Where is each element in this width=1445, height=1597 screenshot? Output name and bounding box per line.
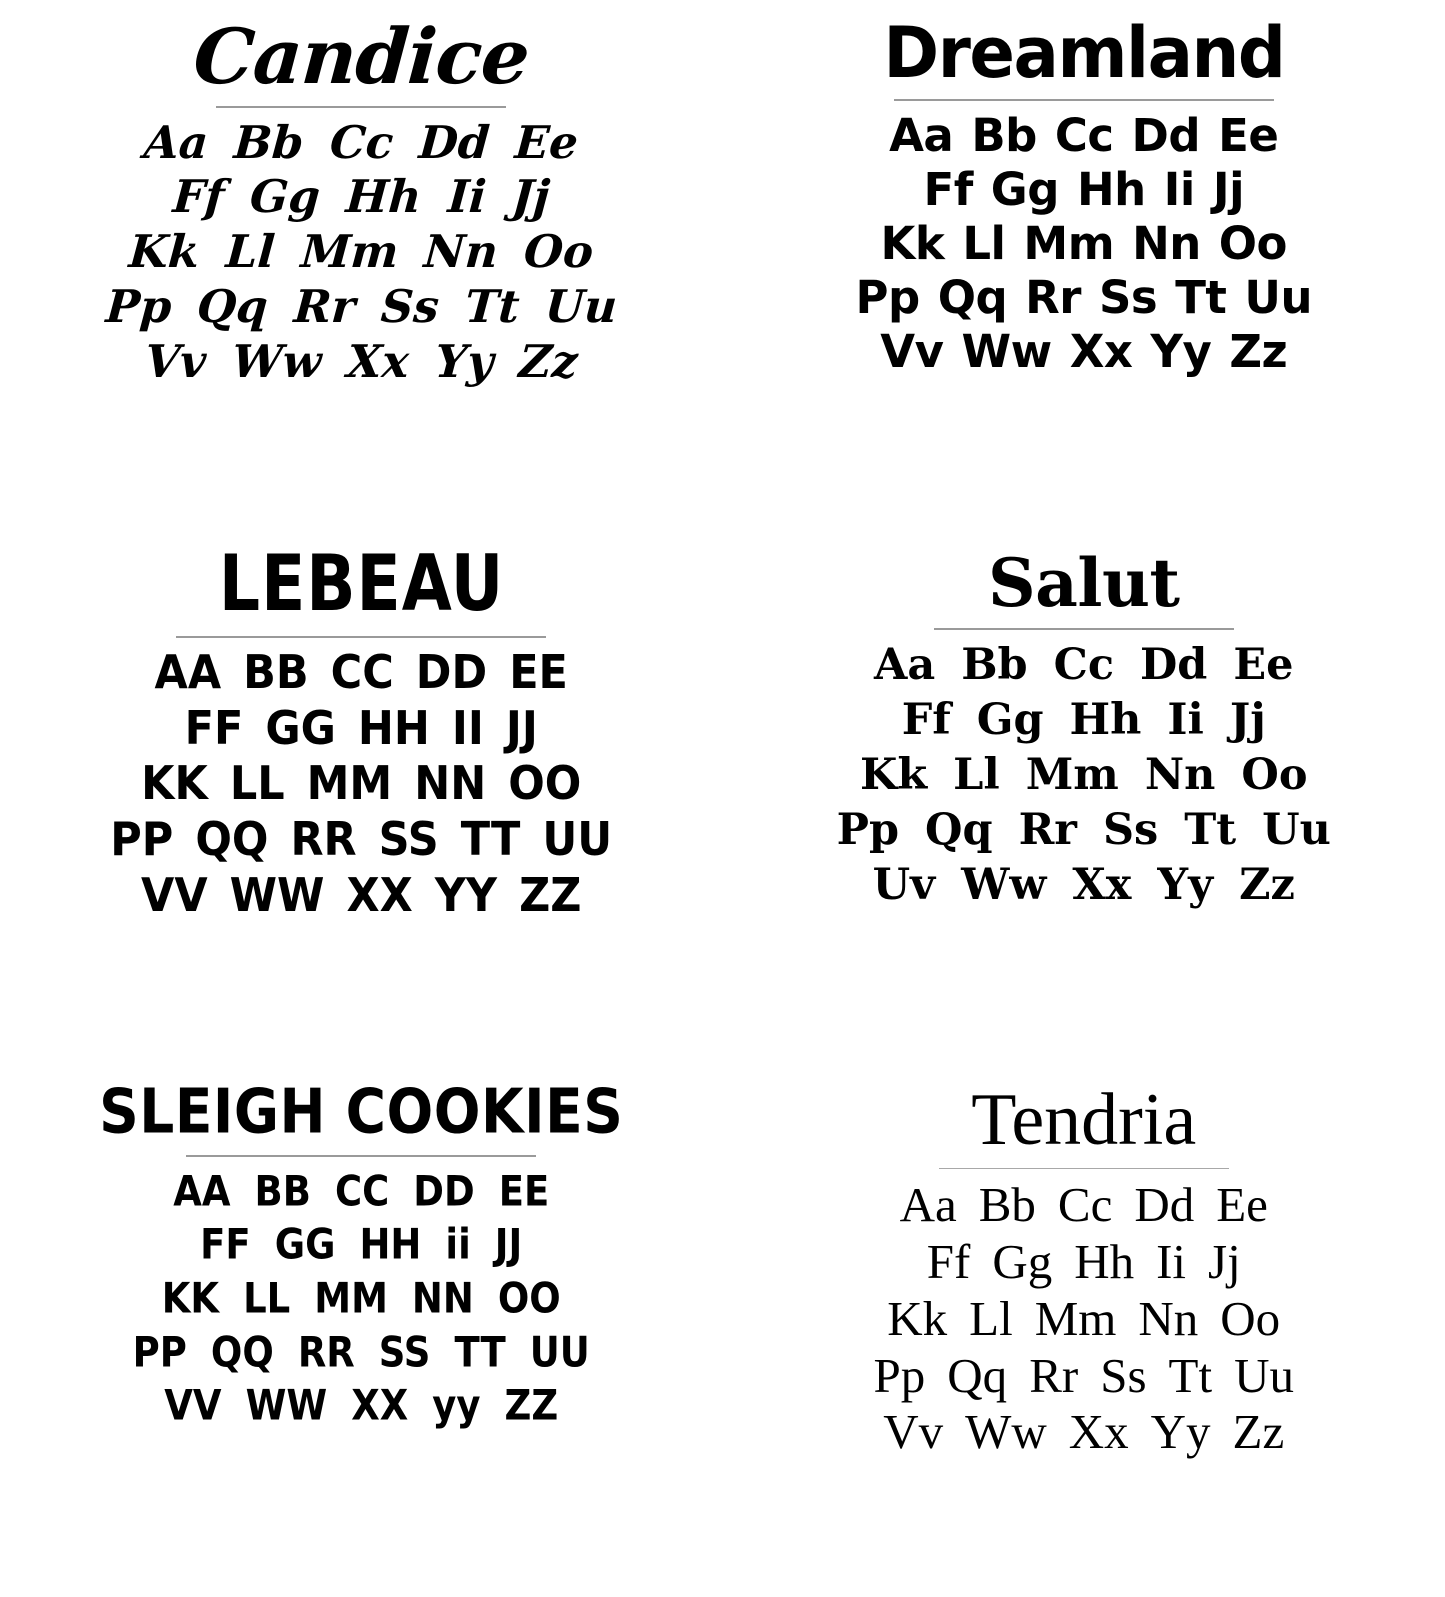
glyph-pair: Xx <box>1072 859 1132 910</box>
divider-salut <box>934 628 1234 630</box>
glyph-pair: Yy <box>1157 859 1214 910</box>
specimen-lebeau <box>0 532 723 1064</box>
glyph-pair: Kk <box>880 217 945 271</box>
glyph-pair: Tt <box>1168 1347 1213 1403</box>
glyph-pair: Pp <box>855 271 920 325</box>
glyph-pair: Aa <box>899 1177 957 1233</box>
glyph-pair: QQ <box>210 1328 274 1377</box>
glyph-grid-sleigh-cookies <box>121 1165 602 1433</box>
glyph-pair: FF <box>200 1220 251 1269</box>
glyph-pair: AA <box>154 645 222 700</box>
glyph-pair: Kk <box>887 1290 948 1346</box>
glyph-pair: Ii <box>1156 1233 1187 1289</box>
glyph-pair: Ll <box>969 1290 1013 1346</box>
glyph-row <box>847 748 1321 803</box>
glyph-row <box>131 116 591 171</box>
glyph-pair: TT <box>460 813 521 868</box>
glyph-pair: Tt <box>1175 271 1227 325</box>
glyph-pair: Cc <box>327 115 395 169</box>
glyph-grid-candice <box>93 116 630 390</box>
glyph-pair: RR <box>290 813 357 868</box>
glyph-pair: GG <box>265 701 336 756</box>
font-title-salut: Salut <box>988 544 1180 623</box>
glyph-row <box>872 217 1296 271</box>
glyph-pair: Xx <box>345 335 411 389</box>
glyph-pair: UU <box>529 1328 590 1377</box>
glyph-pair: Zz <box>1232 1404 1285 1460</box>
glyph-pair: Ii <box>1163 163 1195 217</box>
glyph-row <box>188 1218 534 1272</box>
glyph-pair: Vv <box>880 325 944 379</box>
glyph-pair: Ff <box>923 163 973 217</box>
glyph-pair: SS <box>378 1328 431 1377</box>
glyph-pair: XX <box>351 1381 409 1430</box>
glyph-row <box>824 803 1344 858</box>
glyph-pair: Ii <box>1167 694 1204 745</box>
glyph-pair: Hh <box>344 170 424 224</box>
glyph-pair: Ff <box>171 170 227 224</box>
glyph-pair: Qq <box>195 280 270 334</box>
glyph-row <box>889 1177 1279 1234</box>
divider-tendria <box>939 1168 1229 1169</box>
glyph-row <box>861 638 1307 693</box>
glyph-pair: Ss <box>1099 271 1158 325</box>
glyph-pair: Xx <box>1068 1404 1129 1460</box>
divider-sleigh-cookies <box>186 1155 536 1157</box>
glyph-pair: Cc <box>1054 109 1114 163</box>
glyph-pair: LL <box>229 757 285 812</box>
glyph-row <box>871 325 1296 379</box>
divider-candice <box>216 106 506 108</box>
specimen-dreamland <box>723 0 1445 532</box>
glyph-pair: Yy <box>1150 325 1212 379</box>
glyph-pair: Ee <box>1216 1177 1268 1233</box>
glyph-pair: Rr <box>1025 271 1081 325</box>
glyph-pair: RR <box>297 1328 355 1377</box>
glyph-pair: KK <box>161 1274 220 1323</box>
glyph-pair: Kk <box>859 749 928 800</box>
divider-dreamland <box>894 99 1274 101</box>
glyph-pair: Cc <box>1057 1177 1113 1233</box>
glyph-pair: ZZ <box>504 1381 559 1430</box>
glyph-pair: Uu <box>1234 1347 1294 1403</box>
glyph-pair: Aa <box>873 639 936 690</box>
glyph-pair: Dd <box>1131 109 1201 163</box>
glyph-pair: BB <box>243 645 309 700</box>
glyph-pair: Rr <box>1029 1347 1079 1403</box>
glyph-pair: DD <box>413 1167 475 1216</box>
glyph-pair: Gg <box>990 163 1059 217</box>
glyph-pair: CC <box>330 645 394 700</box>
glyph-row <box>880 109 1287 163</box>
glyph-pair: ii <box>445 1220 471 1269</box>
glyph-row <box>846 271 1321 325</box>
glyph-pair: Ee <box>513 115 581 169</box>
glyph-pair: Qq <box>937 271 1008 325</box>
glyph-pair: Oo <box>522 225 595 279</box>
glyph-pair: Jj <box>1208 1233 1241 1289</box>
glyph-pair: Ll <box>223 225 277 279</box>
glyph-pair: Ff <box>901 694 951 745</box>
glyph-row <box>872 1404 1295 1461</box>
glyph-pair: YY <box>434 869 498 924</box>
glyph-row <box>914 163 1253 217</box>
divider-lebeau <box>176 636 546 638</box>
glyph-pair: Hh <box>1069 694 1142 745</box>
glyph-pair: MM <box>306 757 393 812</box>
font-title-tendria: Tendria <box>971 1078 1197 1161</box>
glyph-pair: HH <box>357 701 430 756</box>
glyph-row <box>130 869 592 925</box>
glyph-pair: Pp <box>836 804 900 855</box>
specimen-sleigh-cookies <box>0 1065 723 1597</box>
glyph-pair: Zz <box>517 335 580 389</box>
glyph-pair: Dd <box>1140 639 1208 690</box>
glyph-pair: NN <box>411 1274 474 1323</box>
glyph-pair: Bb <box>232 115 306 169</box>
glyph-pair: FF <box>184 701 244 756</box>
glyph-row <box>99 813 623 869</box>
glyph-pair: Bb <box>978 1177 1036 1233</box>
glyph-pair: Oo <box>1220 1290 1281 1346</box>
glyph-pair: Tt <box>1184 804 1237 855</box>
glyph-pair: Ww <box>965 1404 1047 1460</box>
glyph-row <box>160 170 562 225</box>
glyph-pair: Ww <box>961 859 1047 910</box>
glyph-row <box>161 1165 561 1219</box>
glyph-pair: LL <box>243 1274 291 1323</box>
glyph-pair: Kk <box>127 225 202 279</box>
glyph-pair: TT <box>454 1328 506 1377</box>
glyph-pair: Jj <box>1229 694 1266 745</box>
font-title-lebeau: LEBEAU <box>218 538 504 630</box>
glyph-row <box>93 280 630 335</box>
glyph-pair: VV <box>164 1381 222 1430</box>
glyph-pair: Ff <box>926 1233 971 1289</box>
glyph-pair: Tt <box>462 280 521 334</box>
glyph-pair: DD <box>415 645 488 700</box>
glyph-pair: CC <box>334 1167 390 1216</box>
glyph-pair: Nn <box>1138 1290 1199 1346</box>
glyph-grid-dreamland <box>846 109 1321 379</box>
glyph-pair: Nn <box>422 225 500 279</box>
glyph-pair: Yy <box>1150 1404 1211 1460</box>
glyph-pair: Nn <box>1132 217 1201 271</box>
glyph-row <box>860 858 1308 913</box>
glyph-pair: Yy <box>433 335 496 389</box>
font-title-candice: Candice <box>190 12 532 101</box>
glyph-pair: XX <box>346 869 413 924</box>
glyph-pair: Ss <box>1100 1347 1147 1403</box>
glyph-pair: Mm <box>298 225 400 279</box>
glyph-pair: Aa <box>889 109 954 163</box>
glyph-pair: Oo <box>1218 217 1287 271</box>
glyph-pair: Mm <box>1034 1290 1117 1346</box>
glyph-pair: OO <box>508 757 582 812</box>
glyph-pair: Uu <box>1244 271 1312 325</box>
glyph-pair: Uv <box>872 859 936 910</box>
glyph-pair: Pp <box>873 1347 926 1403</box>
glyph-pair: Ll <box>953 749 1000 800</box>
glyph-grid-lebeau <box>99 646 623 925</box>
glyph-pair: Vv <box>143 335 208 389</box>
glyph-pair: Mm <box>1025 749 1119 800</box>
glyph-grid-tendria <box>863 1177 1305 1461</box>
glyph-pair: Jj <box>1212 163 1244 217</box>
glyph-pair: BB <box>254 1167 311 1216</box>
glyph-pair: Cc <box>1053 639 1115 690</box>
glyph-row <box>150 1272 573 1326</box>
glyph-pair: QQ <box>195 813 269 868</box>
glyph-row <box>863 1348 1305 1405</box>
font-title-dreamland: Dreamland <box>883 12 1285 94</box>
glyph-pair: SS <box>378 813 439 868</box>
glyph-grid-salut <box>824 638 1344 913</box>
glyph-pair: Ii <box>445 170 488 224</box>
glyph-pair: Xx <box>1069 325 1133 379</box>
specimen-salut <box>723 532 1445 1064</box>
glyph-pair: Ww <box>230 335 324 389</box>
glyph-pair: Mm <box>1023 217 1115 271</box>
glyph-pair: Pp <box>103 280 173 334</box>
glyph-pair: Ll <box>962 217 1006 271</box>
glyph-pair: EE <box>498 1167 550 1216</box>
glyph-pair: Uu <box>543 280 619 334</box>
glyph-pair: WW <box>245 1381 328 1430</box>
glyph-pair: Bb <box>961 639 1028 690</box>
glyph-pair: Rr <box>291 280 357 334</box>
glyph-pair: Ss <box>378 280 441 334</box>
glyph-row <box>132 335 591 390</box>
glyph-pair: Ss <box>1102 804 1159 855</box>
glyph-pair: Uu <box>1262 804 1331 855</box>
glyph-pair: Ee <box>1233 639 1294 690</box>
glyph-row <box>876 1291 1291 1348</box>
glyph-pair: OO <box>497 1274 561 1323</box>
glyph-row <box>916 1234 1252 1291</box>
glyph-pair: EE <box>509 645 568 700</box>
glyph-pair: HH <box>359 1220 422 1269</box>
font-title-sleigh-cookies: SLEIGH COOKIES <box>99 1074 624 1147</box>
glyph-pair: Hh <box>1074 1233 1135 1289</box>
glyph-pair: yy <box>432 1381 481 1430</box>
glyph-pair: Dd <box>417 115 492 169</box>
glyph-pair: Qq <box>925 804 993 855</box>
glyph-pair: WW <box>229 869 325 924</box>
glyph-pair: Zz <box>1239 859 1295 910</box>
glyph-pair: MM <box>314 1274 388 1323</box>
glyph-pair: Dd <box>1134 1177 1195 1233</box>
glyph-pair: PP <box>132 1328 187 1377</box>
glyph-row <box>116 225 606 280</box>
glyph-row <box>889 693 1279 748</box>
glyph-pair: NN <box>414 757 487 812</box>
specimen-candice <box>0 0 723 532</box>
glyph-pair: Ww <box>961 325 1052 379</box>
glyph-pair: Hh <box>1076 163 1146 217</box>
glyph-pair: Gg <box>248 170 323 224</box>
glyph-row <box>174 702 549 758</box>
glyph-pair: Jj <box>509 170 552 224</box>
glyph-pair: Qq <box>947 1347 1008 1403</box>
glyph-pair: Ee <box>1218 109 1279 163</box>
glyph-row <box>121 1326 602 1380</box>
glyph-pair: Nn <box>1144 749 1216 800</box>
glyph-pair: ZZ <box>519 869 582 924</box>
glyph-pair: AA <box>173 1167 231 1216</box>
specimen-tendria <box>723 1065 1445 1597</box>
glyph-pair: JJ <box>494 1220 523 1269</box>
glyph-pair: Bb <box>971 109 1037 163</box>
glyph-pair: Gg <box>992 1233 1053 1289</box>
glyph-pair: Rr <box>1018 804 1077 855</box>
glyph-pair: UU <box>542 813 613 868</box>
glyph-row <box>130 757 592 813</box>
glyph-pair: KK <box>141 757 208 812</box>
glyph-pair: Vv <box>883 1404 944 1460</box>
glyph-pair: JJ <box>505 701 538 756</box>
glyph-row <box>152 1379 570 1433</box>
glyph-pair: Zz <box>1229 325 1288 379</box>
glyph-pair: II <box>451 701 484 756</box>
glyph-pair: Oo <box>1241 749 1308 800</box>
glyph-pair: VV <box>141 869 208 924</box>
glyph-pair: PP <box>110 813 174 868</box>
glyph-pair: GG <box>274 1220 336 1269</box>
glyph-row <box>144 646 579 702</box>
glyph-pair: Aa <box>142 115 211 169</box>
glyph-pair: Gg <box>976 694 1044 745</box>
